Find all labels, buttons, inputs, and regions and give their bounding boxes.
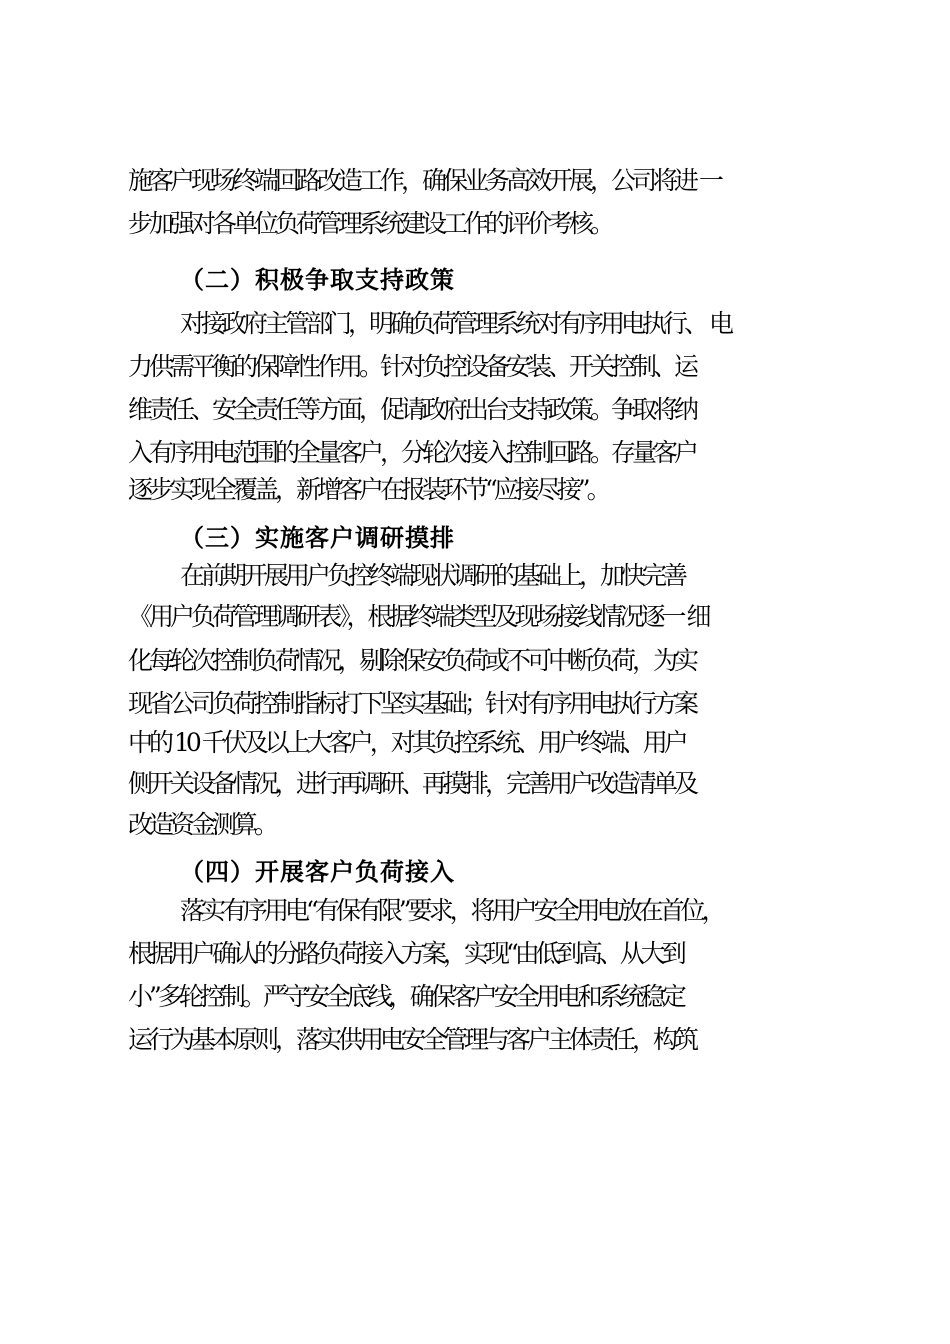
body-line: 在前期开展用户负控终端现状调研的基础上，加快完善 <box>180 561 685 590</box>
body-line: 侧开关设备情况，进行再调研、再摸排，完善用户改造清单及 <box>128 769 696 798</box>
body-line: 步加强对各单位负荷管理系统建设工作的评价考核。 <box>128 209 612 238</box>
body-line: 现省公司负荷控制指标打下坚实基础；针对有序用电执行方案 <box>128 689 696 718</box>
body-line: 对接政府主管部门，明确负荷管理系统对有序用电执行、 电 <box>180 309 730 338</box>
body-line: 施客户现场终端回路改造工作，确保业务高效开展，公司将进 一 <box>128 166 720 195</box>
body-line: 《用户负荷管理调研表》，根据终端类型及现场接线情况逐一 细 <box>128 602 708 631</box>
body-line: 入有序用电范围的全量客户，分轮次接入控制回路。存量客户 <box>128 438 696 467</box>
body-line: 维责任、安全责任等方面，促请政府出台支持政策。争取将纳 <box>128 395 696 424</box>
body-line: 根据用户确认的分路负荷接入方案，实现“由低到高、从大到 <box>128 939 683 968</box>
body-line: 落实有序用电“有保有限”要求，将用户安全用电放在首位， <box>180 896 723 925</box>
body-line: 力供需平衡的保障性作用。针对负控设备安装、开关控制、运 <box>128 352 696 381</box>
body-line: 小”多轮控制。严守安全底线，确保客户安全用电和系统稳定 <box>128 982 683 1011</box>
section-heading: （三）实施客户调研摸排 <box>180 524 455 552</box>
body-line: 运行为基本原则，落实供用电安全管理与客户主体责任，构筑 <box>128 1025 696 1054</box>
body-line: 逐步实现全覆盖，新增客户在报装环节“应接尽接”。 <box>128 475 608 504</box>
body-line: 改造资金测算。 <box>128 810 276 839</box>
body-line: 化每轮次控制负荷情况，剔除保安负荷或不可中断负荷，为实 <box>128 646 696 675</box>
section-heading: （四）开展客户负荷接入 <box>180 858 455 886</box>
section-heading: （二）积极争取支持政策 <box>180 266 455 294</box>
body-line: 中的 10 千伏及以上大客户，对其负控系统、用户终端、用户 <box>128 728 685 757</box>
